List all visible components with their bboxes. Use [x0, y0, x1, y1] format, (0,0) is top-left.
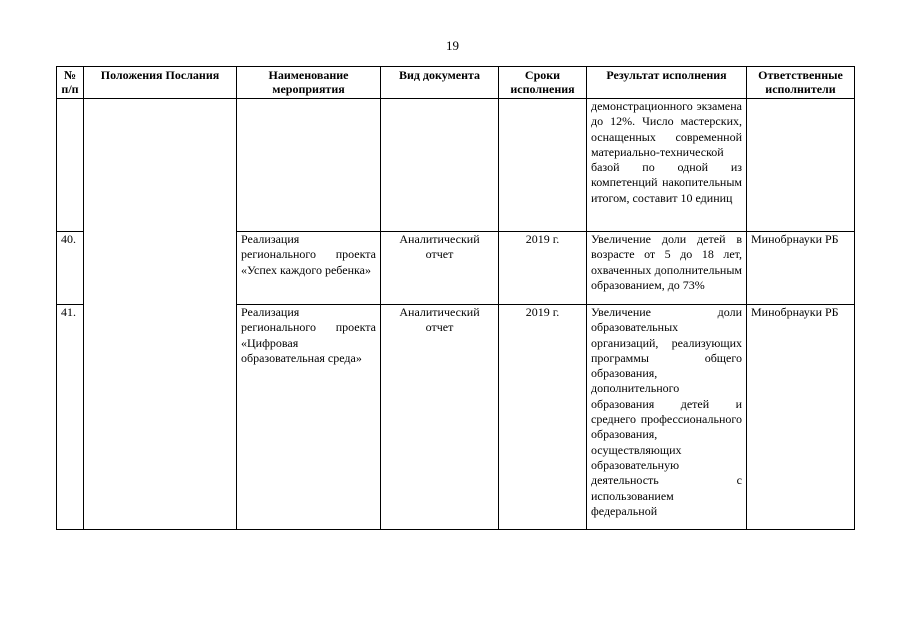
cell-event: Реализация регионального проекта «Цифровая образовательная среда»: [237, 305, 381, 530]
header-provisions: Положения Послания: [84, 67, 237, 99]
cell-deadline: [499, 99, 587, 232]
cell-doc-type: [381, 99, 499, 232]
cell-executors: Минобрнауки РБ: [747, 305, 855, 530]
page-number: 19: [446, 38, 459, 53]
cell-executors: Минобрнауки РБ: [747, 232, 855, 305]
header-num: № п/п: [57, 67, 84, 99]
cell-num: 40.: [57, 232, 84, 305]
cell-executors: [747, 99, 855, 232]
cell-num: 41.: [57, 305, 84, 530]
header-result: Результат исполнения: [587, 67, 747, 99]
header-deadline: Сроки исполнения: [499, 67, 587, 99]
cell-event: Реализация регионального проекта «Успех каждого ребенка»: [237, 232, 381, 305]
cell-result: демонстрационного экзамена до 12%. Число мастерских, оснащенных современной материально-технической базой по одной из компетенций накопительным итогом, составит 10 единиц: [587, 99, 747, 232]
cell-num: [57, 99, 84, 232]
header-doc-type: Вид документа: [381, 67, 499, 99]
cell-deadline: 2019 г.: [499, 305, 587, 530]
cell-provisions: [84, 99, 237, 530]
cell-doc-type: Аналитический отчет: [381, 305, 499, 530]
header-event: Наименование мероприятия: [237, 67, 381, 99]
cell-deadline: 2019 г.: [499, 232, 587, 305]
table-header-row: [57, 67, 855, 99]
cell-result: Увеличение доли образовательных организаций, реализующих программы общего образования, дополнительного образования детей и среднего профессионального образования, осуществляющих образовательную деятельность с использованием федеральной: [587, 305, 747, 530]
cell-doc-type: Аналитический отчет: [381, 232, 499, 305]
cell-result: Увеличение доли детей в возрасте от 5 до 18 лет, охваченных дополнительным образованием, до 73%: [587, 232, 747, 305]
activities-table: [56, 66, 855, 530]
header-executors: Ответственные исполнители: [747, 67, 855, 99]
table-row: [57, 99, 855, 232]
cell-event: [237, 99, 381, 232]
